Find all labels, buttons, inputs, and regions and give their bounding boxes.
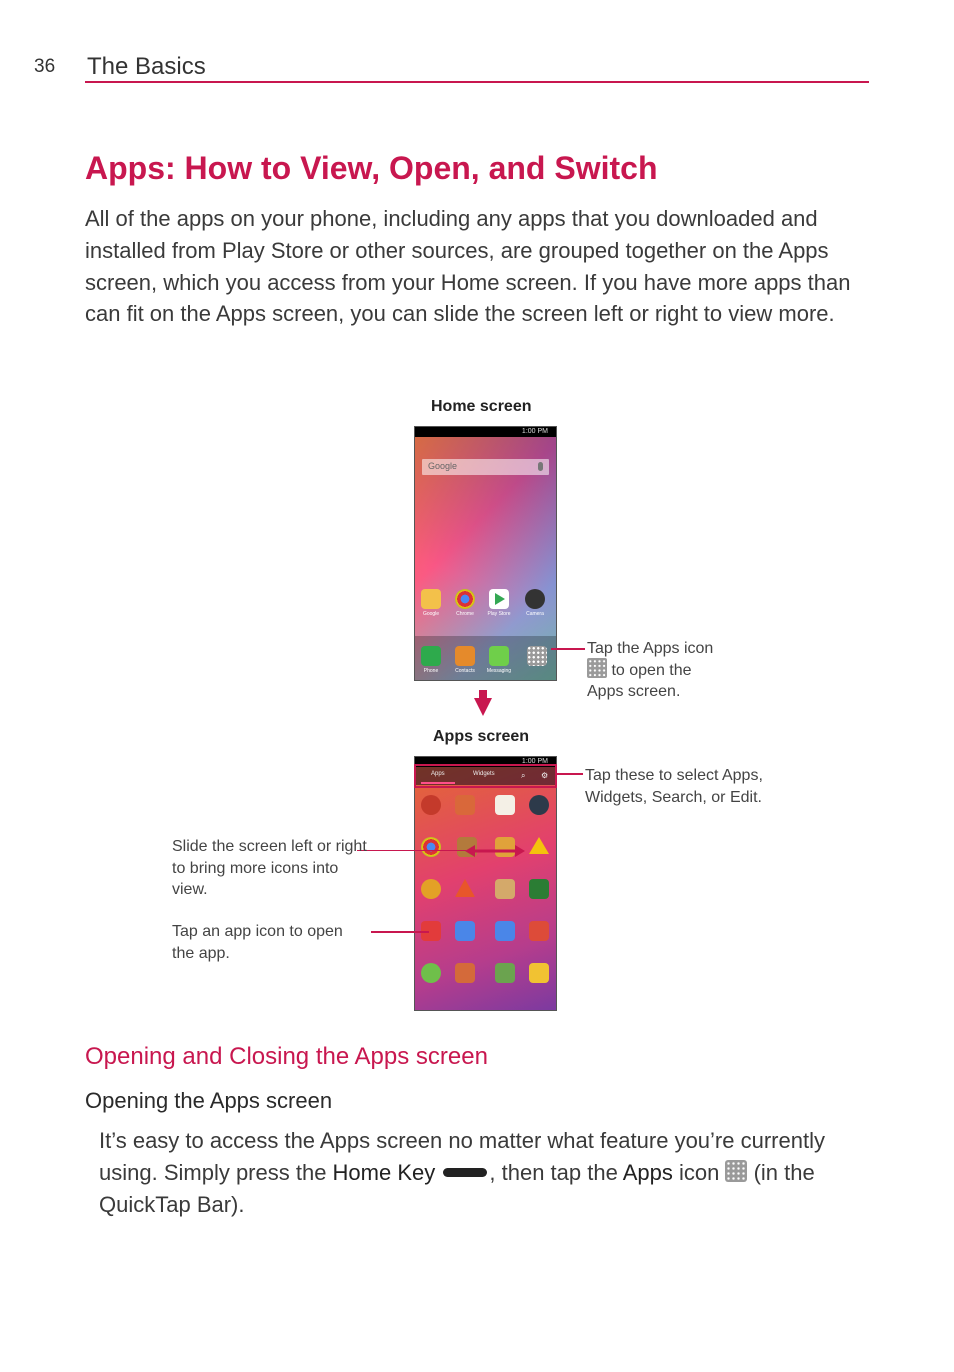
clock-icon (421, 795, 441, 815)
opening-text-3: icon (672, 1160, 726, 1185)
apps-icon (527, 646, 547, 666)
app-label-play-store: Play Store (487, 611, 511, 617)
games-icon (529, 879, 549, 899)
google-plus-icon (529, 921, 549, 941)
google-icon (455, 921, 475, 941)
calculator-icon (455, 795, 475, 815)
status-bar (415, 427, 556, 437)
search-icon: ⌕ (521, 771, 526, 780)
callout-apps-icon-line2: to open the (611, 661, 692, 679)
home-key-icon (443, 1168, 487, 1177)
callout-line-slide (357, 850, 466, 851)
google-search-text: Google (428, 461, 458, 471)
callout-line-tap (371, 931, 429, 933)
dock-label-phone: Phone (423, 668, 439, 674)
home-screen-image (414, 426, 557, 681)
callout-line-tabs (556, 773, 583, 775)
header-divider (85, 81, 869, 83)
intro-paragraph: All of the apps on your phone, including any apps that you downloaded and installed from Play Store or other sources, are grouped together on the Apps screen, which you access from your Home screen. If you have more apps than can fit on the Apps screen, you can slide the screen left or right to view more. (85, 206, 851, 327)
chrome-app-icon (421, 837, 441, 857)
google-folder-icon (421, 589, 441, 609)
lg-backup-icon (455, 963, 475, 983)
opening-text-4: (in the QuickTap Bar). (99, 1160, 815, 1217)
camera-icon (525, 589, 545, 609)
phone-icon (421, 646, 441, 666)
callout-line-apps-icon (551, 648, 585, 650)
dock-label-messaging: Messaging (486, 668, 512, 674)
apps-label: Apps (622, 1160, 673, 1185)
app-label-chrome: Chrome (456, 611, 474, 617)
app-label-google: Google (422, 611, 440, 617)
file-manager-icon (421, 879, 441, 899)
section-heading: Opening and Closing the Apps screen (85, 1043, 488, 1070)
chrome-icon (455, 589, 475, 609)
callout-apps-icon (587, 638, 757, 703)
gallery-icon (495, 879, 515, 899)
memo-icon (529, 963, 549, 983)
opening-text-1: It’s easy to access the Apps screen no matter what feature you’re currently using. Simply press the (99, 1128, 825, 1185)
gear-icon: ⚙ (541, 771, 549, 780)
opening-text-2: , then tap the (489, 1160, 623, 1185)
callout-tap: Tap an app icon to open the app. (172, 923, 343, 962)
dock-label-contacts: Contacts (455, 668, 475, 674)
down-arrow-head (474, 698, 492, 716)
double-arrow-icon (465, 843, 525, 859)
google-search-bar (422, 459, 549, 475)
tab-widgets: Widgets (473, 771, 495, 777)
contacts-icon (455, 646, 475, 666)
callout-apps-icon-line2-row (587, 660, 757, 682)
tab-bar-highlight (414, 764, 557, 788)
callout-tabs: Tap these to select Apps, Widgets, Search, or Edit. (585, 767, 763, 806)
camera-app-icon (529, 795, 549, 815)
messaging-icon (489, 646, 509, 666)
page-number: 36 (34, 56, 56, 77)
apps-status-time: 1:00 PM (521, 758, 548, 765)
hangouts-icon (421, 963, 441, 983)
page-title: Apps: How to View, Open, and Switch (85, 150, 658, 186)
callout-apps-icon-line1: Tap the Apps icon (587, 640, 714, 657)
home-key-label: Home Key (332, 1160, 436, 1185)
calendar-icon (495, 795, 515, 815)
apps-grid-icon-inline (725, 1160, 747, 1182)
tab-apps: Apps (431, 771, 445, 777)
status-time: 1:00 PM (521, 428, 548, 435)
callout-slide: Slide the screen left or right to bring more icons into view. (172, 838, 367, 898)
apps-grid-icon (587, 658, 607, 678)
apps-screen-image (414, 756, 557, 1011)
section-title: The Basics (87, 53, 206, 80)
home-screen-caption: Home screen (431, 398, 532, 415)
google-settings-icon (495, 921, 515, 941)
quicktap-bar (415, 636, 556, 680)
subsection-heading: Opening the Apps screen (85, 1088, 333, 1113)
maps-icon (495, 963, 515, 983)
app-label-camera: Camera (526, 611, 544, 617)
down-arrow-icon (479, 690, 487, 698)
apps-screen-caption: Apps screen (433, 728, 530, 745)
mic-icon (538, 462, 543, 471)
play-store-icon (489, 589, 509, 609)
opening-paragraph (99, 1125, 869, 1221)
callout-apps-icon-line3: Apps screen. (587, 683, 681, 700)
